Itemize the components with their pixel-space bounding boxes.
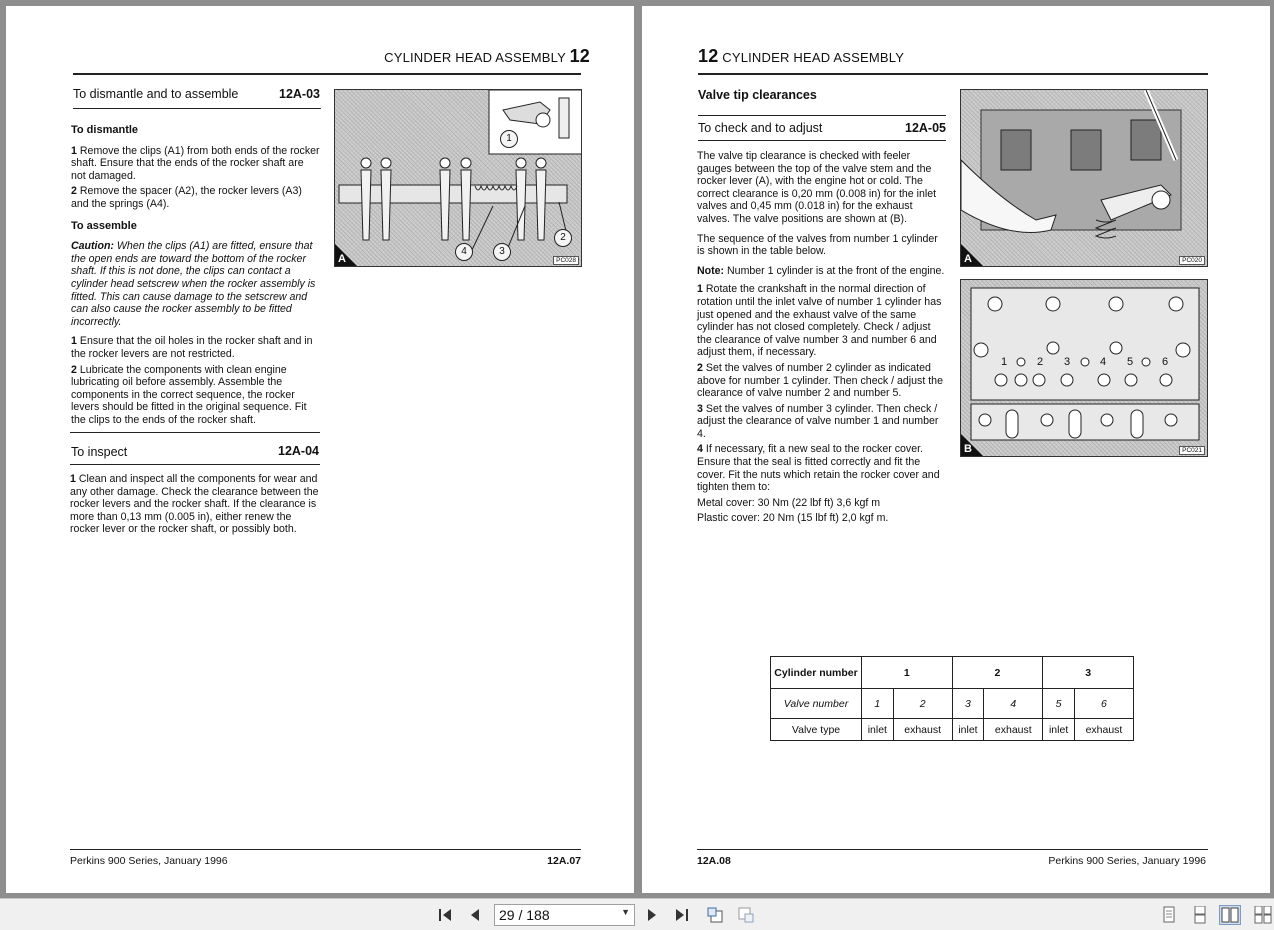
section-body — [70, 473, 320, 539]
table-cell: exhaust — [984, 719, 1043, 741]
caution — [71, 240, 321, 328]
paragraph — [697, 403, 945, 441]
valve-sequence-table — [770, 656, 1134, 741]
section-body — [697, 150, 945, 528]
rocker-shaft-figure — [334, 89, 582, 267]
valve-label-3: 3 — [1064, 356, 1071, 368]
section-rule — [70, 464, 320, 465]
single-page-icon — [1161, 906, 1177, 924]
go-back-icon — [706, 906, 724, 924]
last-page-button[interactable] — [671, 905, 693, 925]
valve-label-2: 2 — [1037, 356, 1044, 368]
first-page-button[interactable] — [434, 905, 456, 925]
note — [697, 265, 945, 278]
rocker-shaft-drawing — [335, 90, 582, 267]
table-cell: inlet — [862, 719, 894, 741]
step-number: 1 — [697, 283, 703, 296]
table-cell: 3 — [1043, 657, 1134, 689]
section-rule — [698, 115, 946, 116]
table-row — [771, 657, 1134, 689]
callout-2: 2 — [554, 229, 572, 247]
table-row — [771, 689, 1134, 719]
table-cell: 2 — [893, 689, 952, 719]
section-rule — [70, 432, 320, 433]
torque-plastic: Plastic cover: 20 Nm (15 lbf ft) 2,0 kgf m. — [697, 512, 889, 525]
paragraph — [70, 473, 320, 536]
step-number: 1 — [71, 144, 77, 157]
figure-letter: B — [964, 443, 972, 455]
next-page-icon — [644, 907, 660, 923]
table-cell: 3 — [952, 689, 984, 719]
go-back-button[interactable] — [704, 905, 726, 925]
table-cell: 1 — [862, 657, 953, 689]
table-cell: 1 — [862, 689, 894, 719]
section-title: To dismantle and to assemble — [73, 87, 239, 101]
table-cell: 6 — [1074, 689, 1133, 719]
section-body — [71, 122, 321, 429]
callout-3: 3 — [493, 243, 511, 261]
footer-page-code: 12A.07 — [547, 855, 581, 867]
paragraph — [71, 364, 321, 427]
continuous-facing-view-button[interactable] — [1252, 905, 1274, 925]
torque-metal: Metal cover: 30 Nm (22 lbf ft) 3,6 kgf m — [697, 496, 881, 509]
page-indicator: 29 / 188 — [499, 907, 550, 923]
continuous-view-button[interactable] — [1189, 905, 1211, 925]
section-code: 12A-05 — [905, 121, 946, 135]
page-number-input[interactable] — [494, 904, 635, 926]
step-number: 2 — [71, 185, 77, 198]
continuous-icon — [1192, 906, 1208, 924]
prev-page-icon — [467, 907, 483, 923]
subheading-dismantle: To dismantle — [71, 124, 139, 136]
figure-code: PC020 — [1179, 256, 1205, 265]
paragraph: The valve tip clearance is checked with feeler gauges between the top of the valve stem and the rocker lever (A), with the engine hot or cold. The correct clearance is 0,20 mm (0.008 in) for the inlet valves and 0,45 mm (0.018 in) for the exhaust valves. The valve positions are shown at (B). — [697, 150, 937, 225]
page-left — [6, 6, 634, 893]
note-text: Number 1 cylinder is at the front of the engine. — [727, 264, 945, 277]
table-cell: Cylinder number — [771, 657, 862, 689]
callout-1: 1 — [500, 130, 518, 148]
go-forward-icon — [737, 906, 755, 924]
subheading-assemble: To assemble — [71, 219, 137, 232]
valve-label-5: 5 — [1127, 356, 1134, 368]
paragraph — [697, 283, 945, 359]
page-header — [384, 46, 590, 67]
table-cell: 2 — [952, 657, 1043, 689]
header-title: CYLINDER HEAD ASSEMBLY — [722, 50, 905, 65]
feeler-gauge-figure — [960, 89, 1208, 267]
valve-label-4: 4 — [1100, 356, 1107, 368]
paragraph — [71, 145, 321, 183]
header-title: CYLINDER HEAD ASSEMBLY — [384, 50, 566, 65]
callout-4: 4 — [455, 243, 473, 261]
figure-code: PC028 — [553, 256, 579, 265]
table-cell: inlet — [952, 719, 984, 741]
footer-rule — [697, 849, 1208, 850]
figure-letter: A — [338, 253, 346, 265]
chevron-down-icon[interactable]: ▼ — [621, 907, 630, 917]
footer-publication: Perkins 900 Series, January 1996 — [70, 855, 228, 867]
table-cell: exhaust — [1074, 719, 1133, 741]
paragraph — [71, 185, 321, 210]
valve-label-6: 6 — [1162, 356, 1169, 368]
page-right — [642, 6, 1270, 893]
table-cell: Valve type — [771, 719, 862, 741]
step-text: Clean and inspect all the components for wear and any other damage. Check the clearance between the rocker levers and the rocker shaft. If the clearance is more than 0,13 mm (0.005 in), either renew the rocker lever or the rocker shaft, or possibly both. — [70, 473, 319, 536]
first-page-icon — [437, 907, 453, 923]
navigation-toolbar — [0, 898, 1274, 930]
prev-page-button[interactable] — [464, 905, 486, 925]
table-cell: 4 — [984, 689, 1043, 719]
step-text: If necessary, fit a new seal to the rocker cover. Ensure that the seal is fitted correctly and fit the cover. Fit the nuts which retain the rocker cover and tighten them to: — [697, 443, 940, 494]
feeler-gauge-drawing — [961, 90, 1208, 267]
header-rule — [698, 73, 1208, 75]
paragraph — [71, 335, 321, 360]
caution-text: When the clips (A1) are fitted, ensure that the open ends are toward the bottom of the rocker shaft. If this is not done, the clips can contact a cylinder head setscrew when the rocker assembly is fitted. This can cause damage to the setscrew and can also cause the rocker assembly to be fitted incorrectly. — [71, 240, 316, 328]
step-text: Set the valves of number 2 cylinder as indicated above for number 1 cylinder. Then check / adjust the clearance of valve number 2 and number 5. — [697, 361, 943, 400]
valve-label-1: 1 — [1001, 356, 1008, 368]
header-chapter-number: 12 — [698, 46, 719, 66]
step-number: 4 — [697, 443, 703, 456]
table-cell: inlet — [1043, 719, 1075, 741]
paragraph: The sequence of the valves from number 1 cylinder is shown in the table below. — [697, 232, 938, 258]
step-number: 2 — [71, 363, 77, 376]
page-heading: Valve tip clearances — [698, 88, 817, 102]
facing-icon — [1221, 907, 1239, 923]
valve-positions-figure — [960, 279, 1208, 457]
step-text: Lubricate the components with clean engine lubricating oil before assembly. Assemble the components in the correct sequence, the rocker levers should be fitted in the original sequence. Fit the clips to the ends of the rocker shaft. — [71, 363, 307, 426]
facing-view-button[interactable] — [1219, 905, 1241, 925]
continuous-facing-icon — [1254, 906, 1272, 924]
step-text: Set the valves of number 3 cylinder. Then check / adjust the clearance of valve number 1 and number 4. — [697, 402, 939, 440]
section-title: To inspect — [71, 445, 128, 459]
table-cell: 5 — [1043, 689, 1075, 719]
section-rule — [698, 140, 946, 141]
next-page-button[interactable] — [641, 905, 663, 925]
paragraph — [697, 362, 945, 400]
section-rule — [73, 108, 321, 109]
step-text: Ensure that the oil holes in the rocker shaft and in the rocker levers are not restricted. — [71, 335, 313, 360]
figure-code: PC021 — [1179, 446, 1205, 455]
caution-label: Caution: — [71, 240, 114, 253]
footer-page-code: 12A.08 — [697, 855, 731, 867]
last-page-icon — [674, 907, 690, 923]
table-row — [771, 719, 1134, 741]
single-page-view-button[interactable] — [1158, 905, 1180, 925]
table-cell: Valve number — [771, 689, 862, 719]
page-header — [698, 46, 904, 67]
step-text: Remove the spacer (A2), the rocker levers (A3) and the springs (A4). — [71, 185, 302, 210]
footer-rule — [70, 849, 581, 850]
footer-publication: Perkins 900 Series, January 1996 — [1048, 855, 1206, 867]
section-title: To check and to adjust — [698, 121, 823, 135]
paragraph — [697, 443, 945, 493]
step-number: 1 — [71, 335, 77, 348]
figure-letter: A — [964, 253, 972, 265]
section-code: 12A-03 — [279, 87, 320, 101]
table-cell: exhaust — [893, 719, 952, 741]
valve-positions-drawing — [961, 280, 1208, 457]
step-text: Remove the clips (A1) from both ends of the rocker shaft. Ensure that the ends of the rocker shaft are not damaged. — [71, 144, 320, 182]
header-rule — [73, 73, 581, 75]
step-number: 1 — [70, 473, 76, 485]
go-forward-button[interactable] — [735, 905, 757, 925]
step-number: 3 — [697, 402, 703, 415]
note-label: Note: — [697, 264, 725, 277]
header-chapter-number: 12 — [569, 46, 590, 66]
section-code: 12A-04 — [278, 444, 319, 458]
step-number: 2 — [697, 361, 703, 374]
step-text: Rotate the crankshaft in the normal direction of rotation until the inlet valve of number 1 cylinder has just opened and the exhaust valve of the same cylinder has not closed completely. Check / adjust the clearance of valve number 3 and number 6 and adjust them, if necessary. — [697, 283, 942, 359]
